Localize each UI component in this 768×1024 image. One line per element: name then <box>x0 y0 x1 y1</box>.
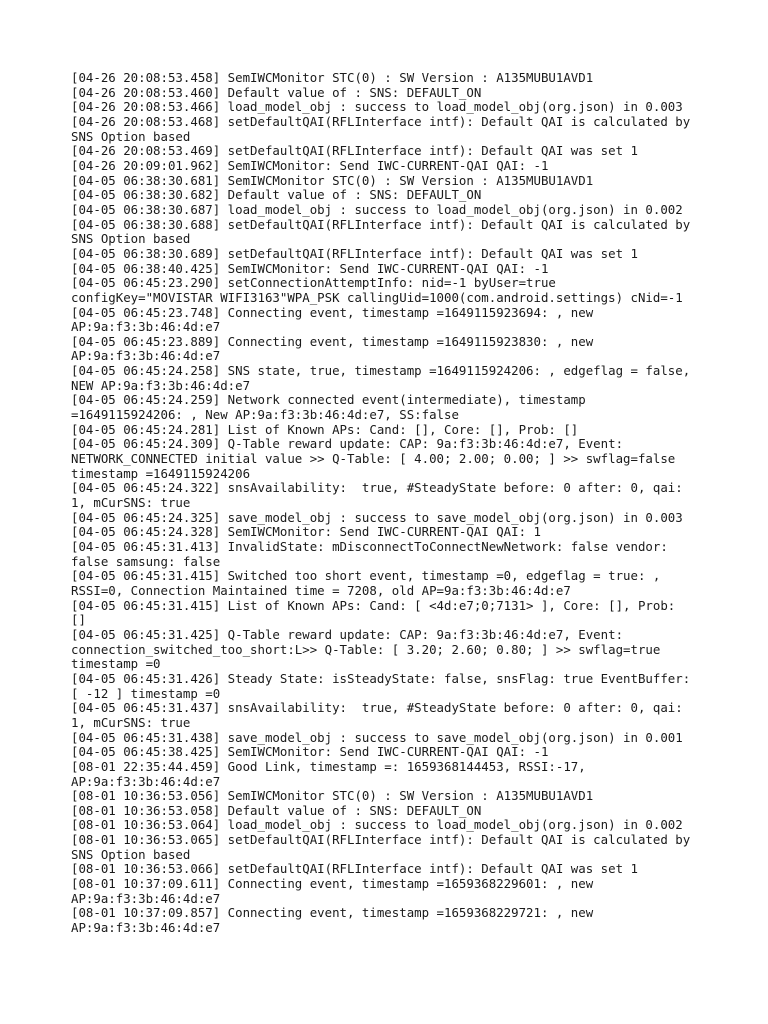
log-line: timestamp =1649115924206 <box>71 465 251 481</box>
log-line: connection_switched_too_short:L>> Q-Table: [ 3.20; 2.60; 0.80; ] >> swflag=true <box>71 641 661 657</box>
log-line: [04-05 06:45:24.258] SNS state, true, timestamp =1649115924206: , edgeflag = false, <box>71 363 691 379</box>
log-line: AP:9a:f3:3b:46:4d:e7 <box>71 319 221 335</box>
log-line: [ -12 ] timestamp =0 <box>71 685 221 701</box>
log-line: 1, mCurSNS: true <box>71 495 191 511</box>
log-line: [04-05 06:45:24.322] snsAvailability: true, #SteadyState before: 0 after: 0, qai: <box>71 480 683 496</box>
log-line: RSSI=0, Connection Maintained time = 7208, old AP=9a:f3:3b:46:4d:e7 <box>71 582 571 598</box>
log-line: [08-01 10:36:53.064] load_model_obj : success to load_model_obj(org.json) in 0.002 <box>71 817 683 833</box>
log-line: [04-05 06:45:23.748] Connecting event, timestamp =1649115923694: , new <box>71 304 594 320</box>
log-line: [04-05 06:38:30.689] setDefaultQAI(RFLInterface intf): Default QAI was set 1 <box>71 245 638 261</box>
log-line: configKey="MOVISTAR WIFI3163"WPA_PSK callingUid=1000(com.android.settings) cNid=-1 <box>71 289 683 305</box>
log-line: [04-05 06:45:31.413] InvalidState: mDisconnectToConnectNewNetwork: false vendor: <box>71 539 668 554</box>
log-line: [04-05 06:38:30.681] SemIWCMonitor STC(0) : SW Version : A135MUBU1AVD1 <box>71 172 594 188</box>
log-line: AP:9a:f3:3b:46:4d:e7 <box>71 773 221 789</box>
log-line: [04-05 06:38:40.425] SemIWCMonitor: Send IWC-CURRENT-QAI QAI: -1 <box>71 260 549 276</box>
log-line: [04-05 06:45:24.259] Network connected event(intermediate), timestamp <box>71 392 586 408</box>
log-line: [04-26 20:08:53.460] Default value of : SNS: DEFAULT_ON <box>71 84 482 100</box>
log-line: SNS Option based <box>71 128 191 144</box>
log-line: [04-05 06:45:31.415] Switched too short event, timestamp =0, edgeflag = true: , <box>71 568 661 584</box>
log-line: AP:9a:f3:3b:46:4d:e7 <box>71 890 221 906</box>
log-line: [04-05 06:38:30.682] Default value of : SNS: DEFAULT_ON <box>71 187 482 203</box>
log-line: [04-05 06:45:38.425] SemIWCMonitor: Send IWC-CURRENT-QAI QAI: -1 <box>71 744 549 760</box>
log-line: timestamp =0 <box>71 656 161 672</box>
log-line: [04-05 06:45:24.325] save_model_obj : success to save_model_obj(org.json) in 0.003 <box>71 509 683 525</box>
log-text-block <box>71 71 711 936</box>
log-line: NEW AP:9a:f3:3b:46:4d:e7 <box>71 377 251 393</box>
log-line: [04-05 06:45:31.425] Q-Table reward update: CAP: 9a:f3:3b:46:4d:e7, Event: <box>71 626 624 642</box>
log-line: [04-26 20:08:53.469] setDefaultQAI(RFLInterface intf): Default QAI was set 1 <box>71 143 638 159</box>
log-line: [04-05 06:45:31.426] Steady State: isSteadyState: false, snsFlag: true EventBuffer: <box>71 670 691 686</box>
log-line: AP:9a:f3:3b:46:4d:e7 <box>71 920 221 936</box>
log-line: [08-01 22:35:44.459] Good Link, timestamp =: 1659368144453, RSSI:-17, <box>71 758 586 774</box>
log-line: [08-01 10:36:53.056] SemIWCMonitor STC(0) : SW Version : A135MUBU1AVD1 <box>71 788 594 804</box>
log-line: [04-05 06:45:31.415] List of Known APs: Cand: [ <4d:e7;0;7131> ], Core: [], Prob: <box>71 597 676 613</box>
log-line: [08-01 10:36:53.065] setDefaultQAI(RFLInterface intf): Default QAI is calculated by <box>71 832 691 848</box>
log-line: [04-26 20:09:01.962] SemIWCMonitor: Send IWC-CURRENT-QAI QAI: -1 <box>71 157 549 173</box>
log-line: SNS Option based <box>71 231 191 247</box>
log-line: =1649115924206: , New AP:9a:f3:3b:46:4d:e7, SS:false <box>71 407 459 423</box>
log-line: [04-26 20:08:53.466] load_model_obj : success to load_model_obj(org.json) in 0.003 <box>71 99 683 115</box>
log-line: [04-05 06:45:24.309] Q-Table reward update: CAP: 9a:f3:3b:46:4d:e7, Event: <box>71 436 624 452</box>
log-line: SNS Option based <box>71 846 191 862</box>
log-line: [04-26 20:08:53.468] setDefaultQAI(RFLInterface intf): Default QAI is calculated by <box>71 113 691 129</box>
log-line: [08-01 10:36:53.066] setDefaultQAI(RFLInterface intf): Default QAI was set 1 <box>71 861 638 877</box>
log-line: [04-05 06:45:23.889] Connecting event, timestamp =1649115923830: , new <box>71 333 594 349</box>
log-line: false samsung: false <box>71 553 221 569</box>
log-line: NETWORK_CONNECTED initial value >> Q-Table: [ 4.00; 2.00; 0.00; ] >> swflag=false <box>71 451 676 467</box>
log-line: [] <box>71 612 86 628</box>
log-line: [04-05 06:38:30.687] load_model_obj : success to load_model_obj(org.json) in 0.002 <box>71 201 683 217</box>
log-line: [04-05 06:45:24.281] List of Known APs: Cand: [], Core: [], Prob: [] <box>71 421 579 437</box>
log-line: AP:9a:f3:3b:46:4d:e7 <box>71 348 221 364</box>
log-line: [08-01 10:37:09.857] Connecting event, timestamp =1659368229721: , new <box>71 905 594 921</box>
log-line: [04-05 06:45:31.438] save_model_obj : success to save_model_obj(org.json) in 0.001 <box>71 729 683 745</box>
log-line: [04-26 20:08:53.458] SemIWCMonitor STC(0) : SW Version : A135MUBU1AVD1 <box>71 70 594 85</box>
log-line: [08-01 10:36:53.058] Default value of : SNS: DEFAULT_ON <box>71 802 482 818</box>
log-line: [04-05 06:45:23.290] setConnectionAttemptInfo: nid=-1 byUser=true <box>71 275 556 291</box>
log-line: [04-05 06:45:31.437] snsAvailability: true, #SteadyState before: 0 after: 0, qai: <box>71 700 683 716</box>
log-line: [04-05 06:38:30.688] setDefaultQAI(RFLInterface intf): Default QAI is calculated by <box>71 216 691 232</box>
log-line: [04-05 06:45:24.328] SemIWCMonitor: Send IWC-CURRENT-QAI QAI: 1 <box>71 524 541 540</box>
log-line: [08-01 10:37:09.611] Connecting event, timestamp =1659368229601: , new <box>71 876 594 892</box>
log-line: 1, mCurSNS: true <box>71 714 191 730</box>
